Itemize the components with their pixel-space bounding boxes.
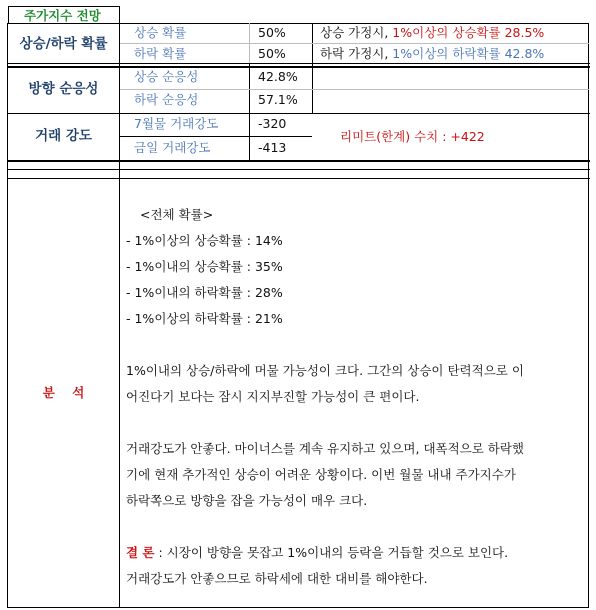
analysis-paragraph-line: 1%이내의 상승/하락에 머물 가능성이 크다. 그간의 상승이 탄력적으로 이: [126, 363, 524, 378]
direction-label: 방향 순응성: [28, 81, 99, 97]
rise-assumption-note: [320, 27, 544, 40]
fall-probability-name: 하락 확률: [134, 46, 187, 61]
fall-compliance-name: 하락 순응성: [134, 92, 199, 107]
rise-compliance-name: 상승 순응성: [134, 69, 199, 84]
probability-item: - 1%이상의 하락확률 : 21%: [126, 311, 283, 326]
fall-assumption-prefix: 하락 가정시,: [320, 46, 393, 61]
analysis-paragraph-line: 하락쪽으로 방향을 잡을 가능성이 매우 크다.: [126, 493, 368, 508]
conclusion-line: [126, 540, 586, 566]
probability-label: 상승/하락 확률: [19, 36, 108, 52]
today-strength-value: -413: [258, 140, 287, 155]
strength-label: 거래 강도: [35, 128, 92, 144]
fall-assumption-highlight: 1%이상의 하락확률 42.8%: [392, 46, 545, 61]
analysis-content: [126, 202, 586, 592]
july-strength-name: 7월물 거래강도: [134, 116, 219, 131]
limit-value: 리미트(한계) 수치 : +422: [340, 129, 485, 144]
rise-assumption-prefix: 상승 가정시,: [320, 25, 393, 40]
conclusion-line: 거래강도가 안좋으므로 하락세에 대한 대비를 해야한다.: [126, 571, 428, 586]
probability-item: - 1%이내의 상승확률 : 35%: [126, 259, 283, 274]
rise-assumption-highlight: 1%이상의 상승확률 28.5%: [392, 25, 545, 40]
rise-compliance-value: 42.8%: [258, 69, 298, 84]
analysis-paragraph-line: 거래강도가 안좋다. 마이너스를 계속 유지하고 있으며, 대폭적으로 하락했: [126, 441, 525, 456]
analysis-paragraph-line: 어진다기 보다는 잠시 지지부진할 가능성이 큰 편이다.: [126, 389, 420, 404]
fall-probability-value: 50%: [258, 46, 286, 61]
analysis-label: 분 석: [42, 385, 85, 400]
rise-probability-name: 상승 확률: [134, 25, 187, 40]
today-strength-name: 금일 거래강도: [134, 140, 211, 155]
rise-probability-value: 50%: [258, 25, 286, 40]
page-title: 주가지수 전망: [24, 8, 101, 23]
probability-item: - 1%이내의 하락확률 : 28%: [126, 285, 283, 300]
probability-item: - 1%이상의 상승확률 : 14%: [126, 233, 283, 248]
fall-assumption-note: [320, 48, 544, 61]
overall-probability-title: <전체 확률>: [140, 207, 214, 222]
conclusion-text: : 시장이 방향을 못잡고 1%이내의 등락을 거듭할 것으로 보인다.: [154, 545, 509, 560]
analysis-paragraph-line: 기에 현재 추가적인 상승이 어려운 상황이다. 이번 월물 내내 주가지수가: [126, 467, 516, 482]
conclusion-label: 결 론: [126, 545, 155, 560]
july-strength-value: -320: [258, 116, 287, 131]
fall-compliance-value: 57.1%: [258, 92, 298, 107]
